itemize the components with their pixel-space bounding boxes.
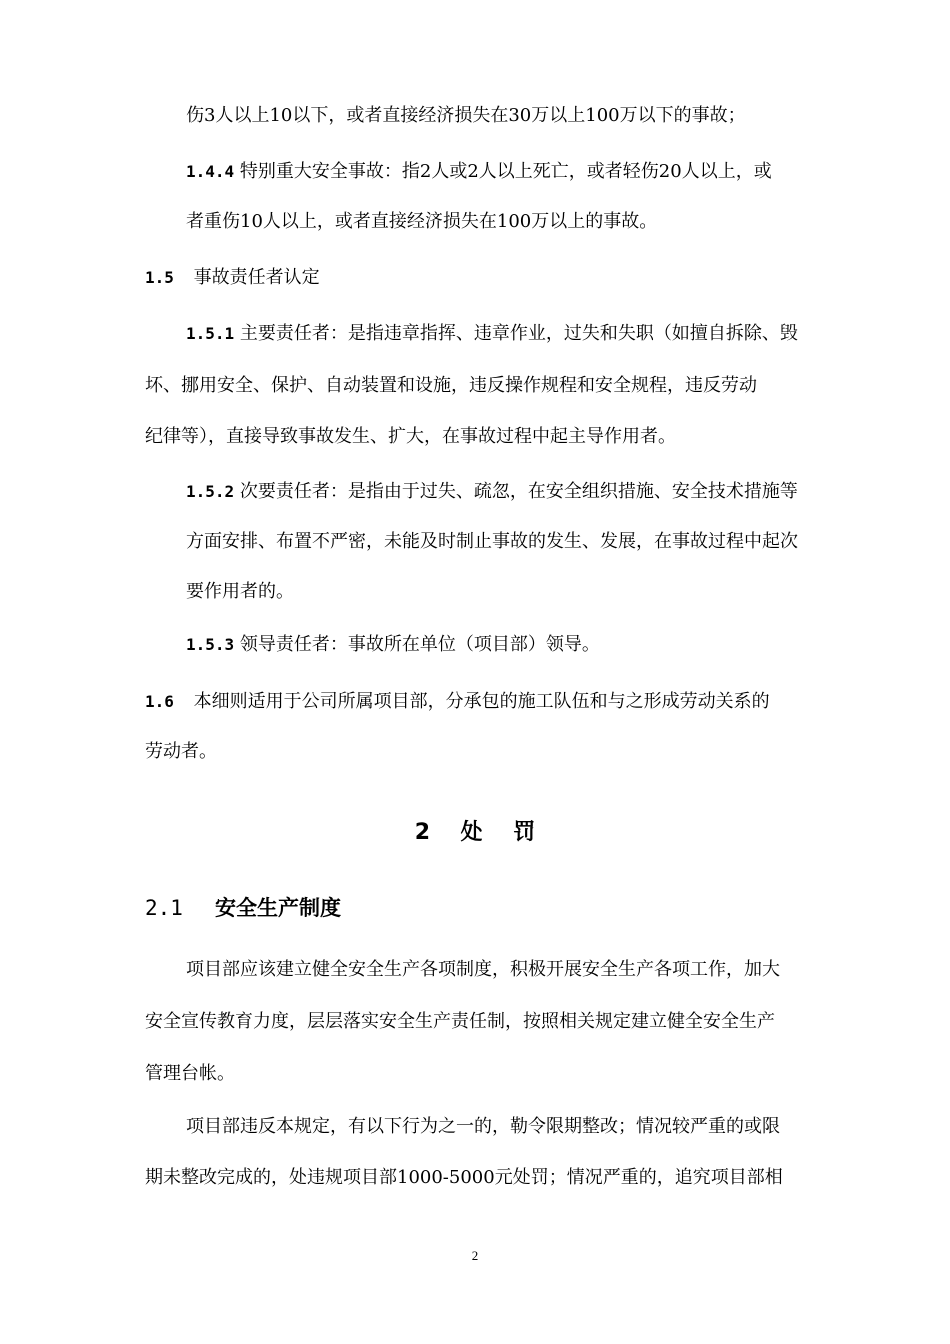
paragraph-text: 伤3人以上10以下，或者直接经济损失在30万以上100万以下的事故； (186, 105, 746, 126)
paragraph-text: 项目部违反本规定，有以下行为之一的，勒令限期整改；情况较严重的或限 (186, 1116, 780, 1137)
paragraph-line (186, 580, 294, 604)
heading-1-5 (145, 266, 320, 290)
paragraph-text: 管理台帐。 (145, 1063, 235, 1084)
clause-1-4-4 (186, 160, 772, 184)
heading-number: 1.5 (145, 268, 174, 287)
clause-1-5-3 (186, 633, 600, 657)
subsection-number: 2.1 (145, 896, 183, 920)
clause-text: 特别重大安全事故：指2人或2人以上死亡，或者轻伤20人以上，或 (239, 161, 772, 182)
clause-number: 1.6 (145, 692, 174, 711)
subsection-title (145, 892, 341, 922)
clause-text: 主要责任者：是指违章指挥、违章作业，过失和失职（如擅自拆除、毁 (239, 323, 798, 344)
clause-text: 次要责任者：是指由于过失、疏忽，在安全组织措施、安全技术措施等 (239, 481, 798, 502)
paragraph-text: 期未整改完成的，处违规项目部1000-5000元处罚；情况严重的，追究项目部相 (145, 1167, 783, 1188)
paragraph-line (145, 1166, 783, 1190)
section-title: 2 处 罚 (414, 820, 536, 845)
clause-text: 纪律等），直接导致事故发生、扩大，在事故过程中起主导作用者。 (145, 426, 676, 447)
clause-1-5-1 (186, 322, 798, 346)
page-number: 2 (471, 1248, 479, 1263)
clause-1-5-2 (186, 480, 798, 504)
clause-text: 领导责任者：事故所在单位（项目部）领导。 (239, 634, 600, 655)
clause-number: 1.5.3 (186, 635, 235, 654)
clause-text: 要作用者的。 (186, 581, 294, 602)
paragraph-text: 项目部应该建立健全安全生产各项制度，积极开展安全生产各项工作，加大 (186, 959, 780, 980)
paragraph-line (186, 104, 746, 128)
paragraph-line (145, 1062, 235, 1086)
clause-1-6 (145, 690, 770, 714)
paragraph-line (186, 1115, 780, 1139)
clause-text: 坏、挪用安全、保护、自动装置和设施，违反操作规程和安全规程，违反劳动 (145, 375, 757, 396)
subsection-text: 安全生产制度 (215, 896, 341, 920)
paragraph-text: 安全宣传教育力度，层层落实安全生产责任制，按照相关规定建立健全安全生产 (145, 1011, 775, 1032)
clause-text: 者重伤10人以上，或者直接经济损失在100万以上的事故。 (186, 211, 658, 232)
clause-number: 1.5.1 (186, 324, 235, 343)
heading-text: 事故责任者认定 (193, 267, 320, 288)
paragraph-line (186, 958, 780, 982)
clause-text: 方面安排、布置不严密，未能及时制止事故的发生、发展，在事故过程中起次 (186, 531, 798, 552)
paragraph-line (145, 425, 676, 449)
clause-number: 1.4.4 (186, 162, 235, 181)
clause-text: 本细则适用于公司所属项目部，分承包的施工队伍和与之形成劳动关系的 (193, 691, 770, 712)
paragraph-line (186, 210, 657, 234)
paragraph-line (145, 374, 757, 398)
paragraph-line (145, 740, 217, 764)
paragraph-line (186, 530, 798, 554)
clause-text: 劳动者。 (145, 741, 217, 762)
paragraph-line (145, 1010, 775, 1034)
clause-number: 1.5.2 (186, 482, 235, 501)
